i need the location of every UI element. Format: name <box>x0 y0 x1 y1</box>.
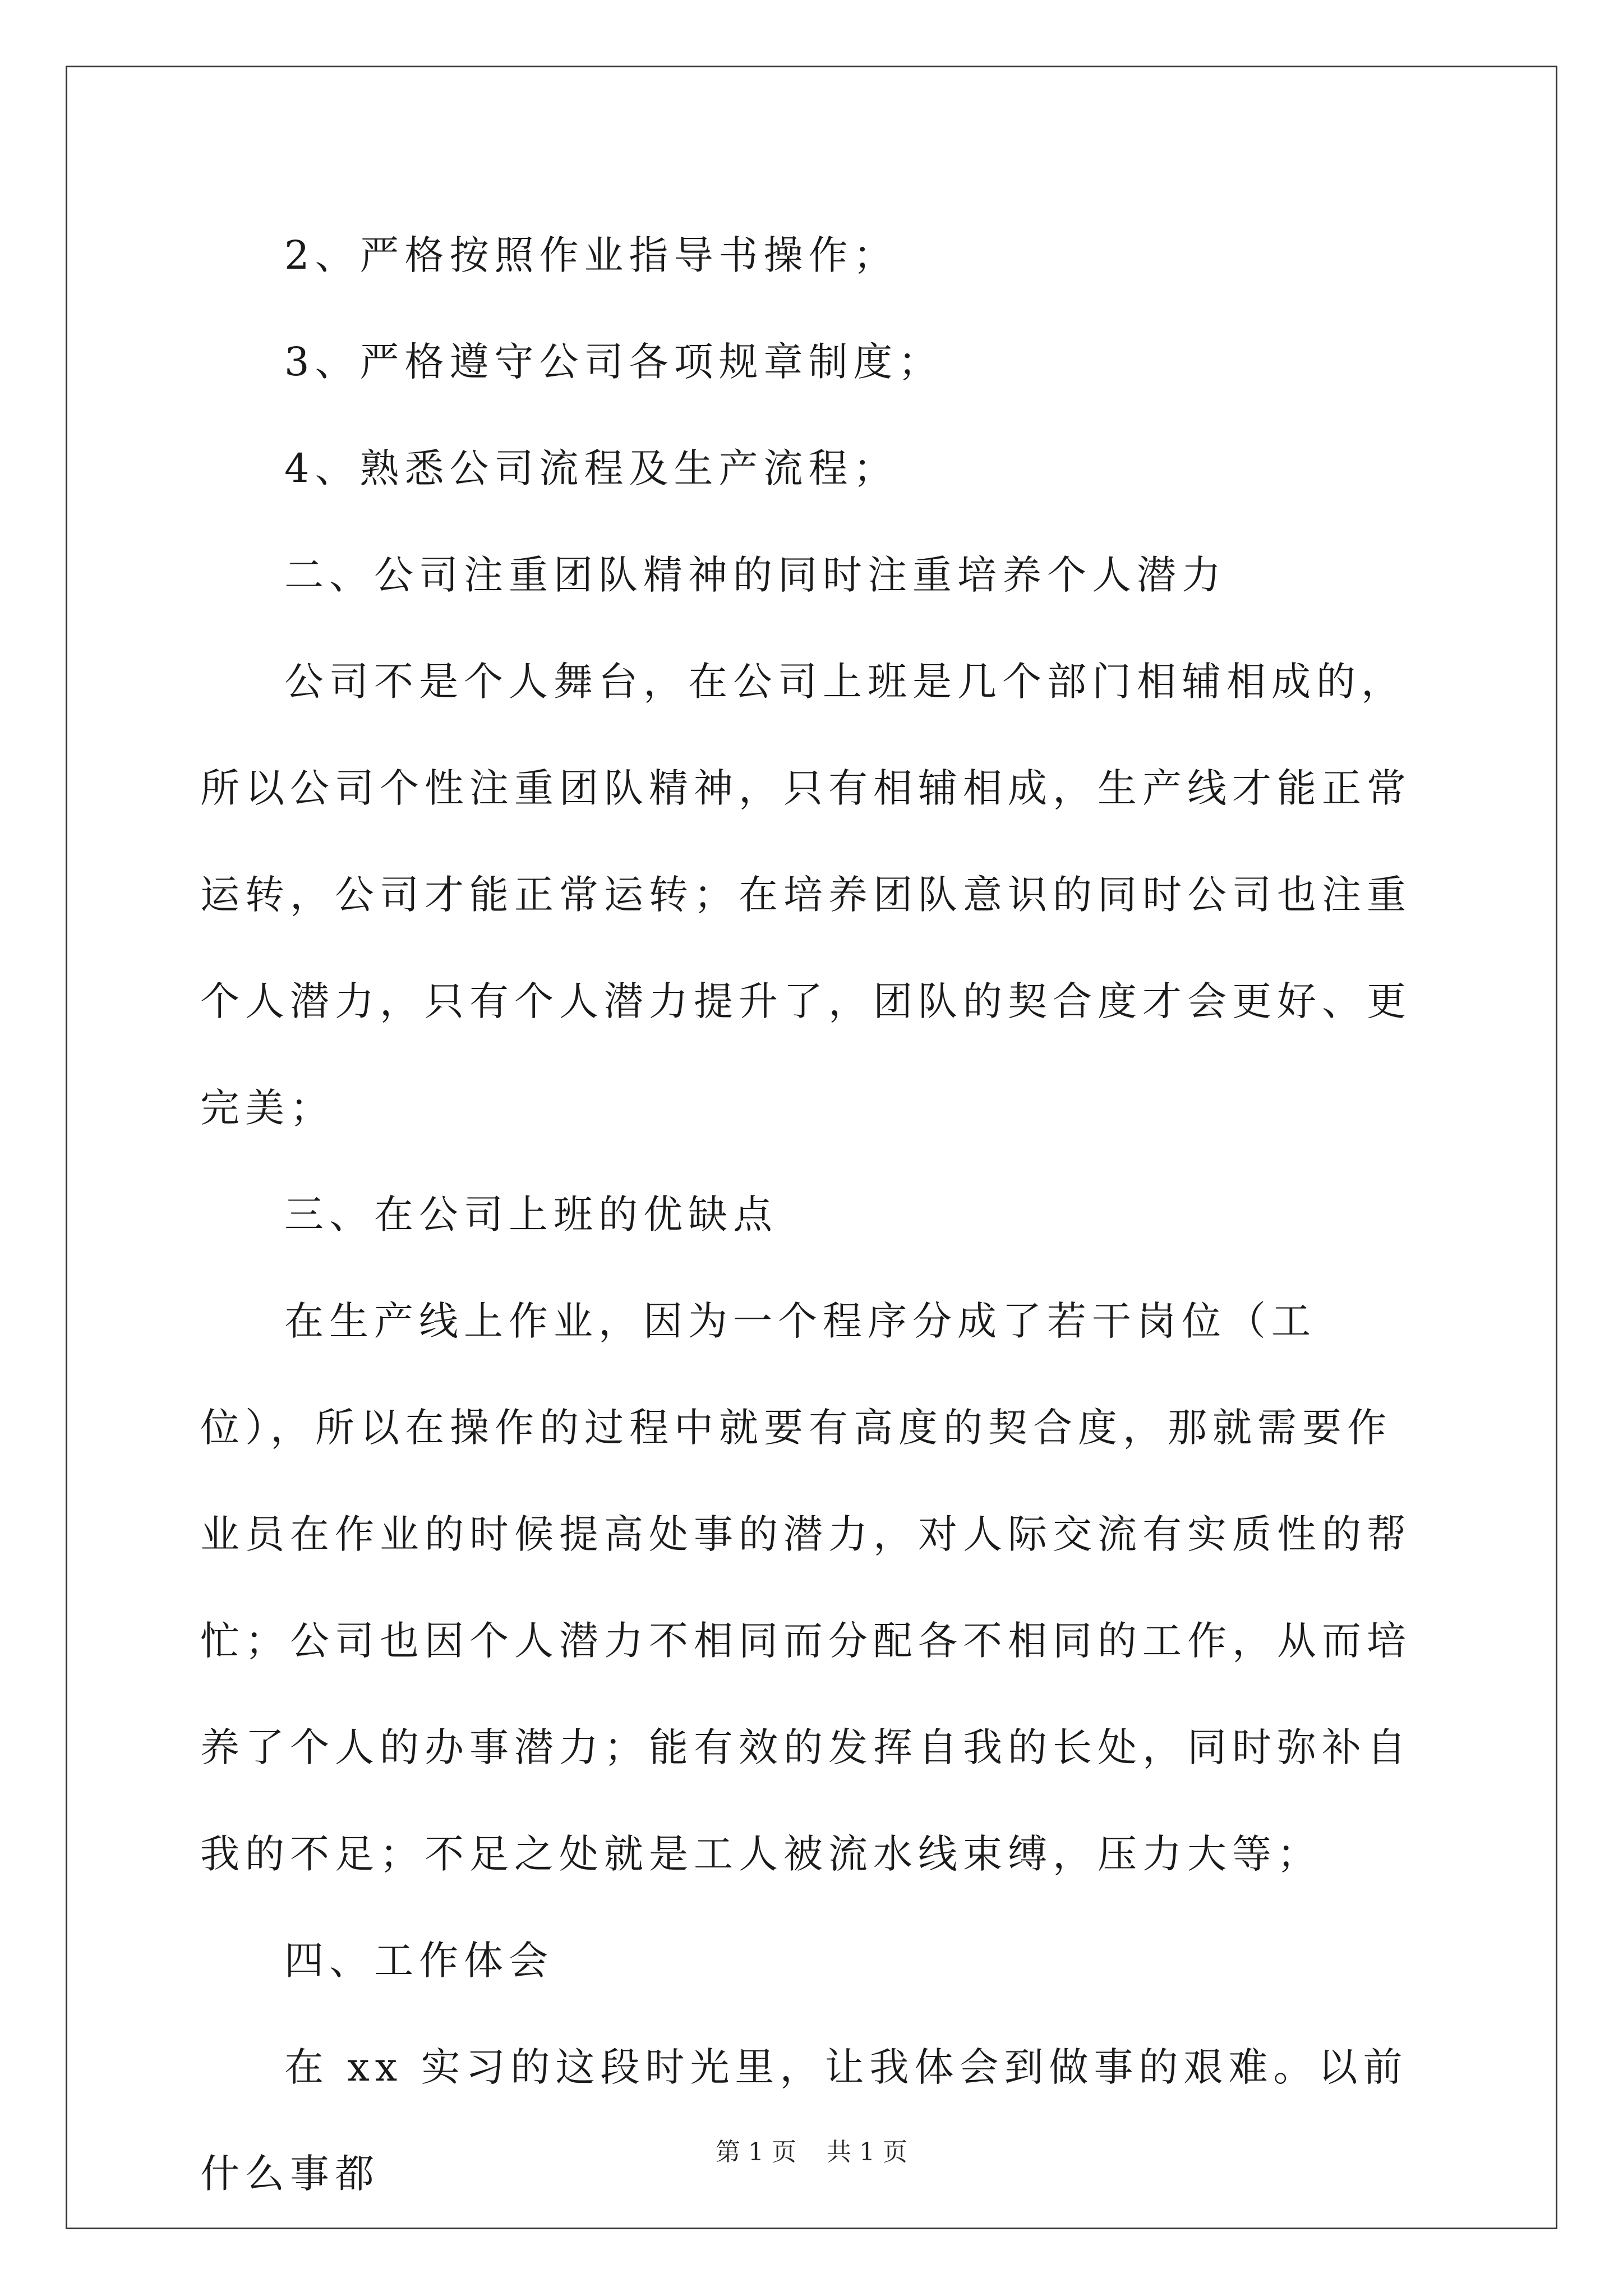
body-paragraph: 在 xx 实习的这段时光里，让我体会到做事的艰难。以前什么事都 <box>200 2044 1408 2197</box>
section-heading: 四、工作体会 <box>284 1938 554 1984</box>
body-paragraph: 在生产线上作业，因为一个程序分成了若干岗位（工位），所以在操作的过程中就要有高度的契合度，那就需要作业员在作业的时候提高处事的潜力，对人际交流有实质性的帮忙；公司也因个人潜力不相同而分配各不相同的工作，从而培养了个人的办事潜力；能有效的发挥自我的长处，同时弥补自我的不足；不足之处就是工人被流水线束缚，压力大等； <box>200 1298 1412 1877</box>
list-item: 3、严格遵守公司各项规章制度； <box>284 339 943 385</box>
section-heading: 二、公司注重团队精神的同时注重培养个人潜力 <box>284 552 1227 598</box>
page-total: 共 1 页 <box>827 2138 907 2166</box>
body-paragraph: 公司不是个人舞台，在公司上班是几个部门相辅相成的，所以公司个性注重团队精神，只有相辅相成，生产线才能正常运转，公司才能正常运转；在培养团队意识的同时公司也注重个人潜力，只有个人潜力提升了，团队的契合度才会更好、更完美； <box>200 659 1412 1131</box>
list-item: 4、熟悉公司流程及生产流程； <box>284 445 898 491</box>
section-heading: 三、在公司上班的优缺点 <box>284 1191 778 1237</box>
page-footer <box>0 2132 1623 2168</box>
page-number: 第 1 页 <box>716 2138 796 2166</box>
document-body <box>200 202 1430 2227</box>
list-item: 2、严格按照作业指导书操作； <box>284 232 898 278</box>
